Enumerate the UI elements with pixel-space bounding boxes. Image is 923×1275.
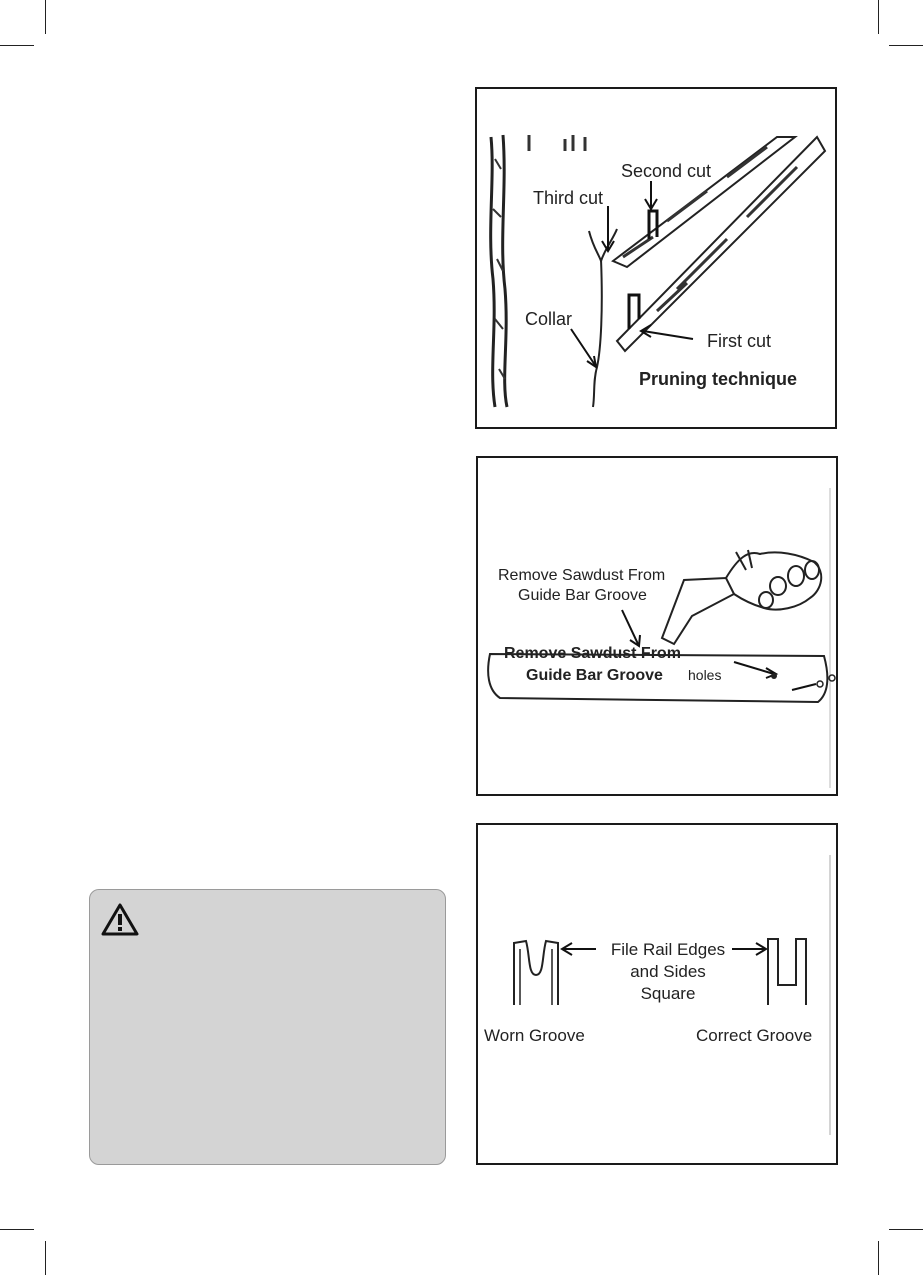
- crop-mark: [45, 1241, 46, 1275]
- collar-label: Collar: [525, 309, 573, 329]
- pruning-figure: [475, 87, 837, 429]
- second-cut-label: Second cut: [621, 161, 712, 181]
- groove-illustration: [478, 825, 836, 1163]
- guide-bar-caption-bar-1: Remove Sawdust From: [504, 645, 681, 662]
- correct-groove-label: Correct Groove: [696, 1026, 813, 1045]
- crop-mark: [878, 1241, 879, 1275]
- crop-mark: [0, 45, 34, 46]
- third-cut-label: Third cut: [533, 188, 604, 208]
- groove-center-line-3: Square: [640, 984, 696, 1003]
- guide-bar-caption-top-2: Guide Bar Groove: [518, 587, 647, 604]
- worn-groove-label: Worn Groove: [484, 1026, 585, 1045]
- guide-bar-caption-top-1: Remove Sawdust From: [498, 567, 666, 584]
- groove-figure: [476, 823, 838, 1165]
- pruning-title: Pruning technique: [639, 369, 798, 389]
- crop-mark: [878, 0, 879, 34]
- guide-bar-figure: [476, 456, 838, 796]
- guide-bar-caption-bar-2: Guide Bar Groove: [526, 667, 663, 684]
- crop-mark: [889, 45, 923, 46]
- warning-triangle-icon: [100, 902, 140, 943]
- pruning-illustration: [477, 89, 835, 427]
- groove-center-line-1: File Rail Edges: [610, 940, 726, 959]
- warning-box: [89, 889, 446, 1165]
- crop-mark: [0, 1229, 34, 1230]
- crop-mark: [45, 0, 46, 34]
- first-cut-label: First cut: [707, 331, 772, 351]
- holes-label: holes: [688, 667, 722, 683]
- guide-bar-illustration: [478, 458, 836, 794]
- crop-mark: [889, 1229, 923, 1230]
- groove-center-line-2: and Sides: [630, 962, 706, 981]
